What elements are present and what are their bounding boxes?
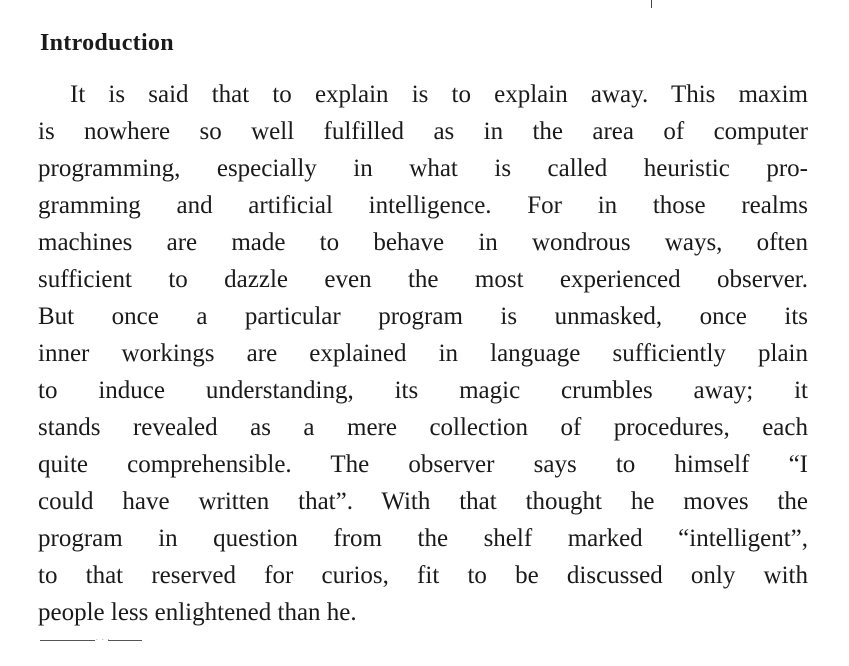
paragraph-line: programming, especially in what is called heuristic pro- [38, 155, 808, 182]
paragraph-line: program in question from the shelf marked “intelligent”, [38, 525, 808, 552]
footnote-rule-dots: · · · [96, 637, 111, 644]
paragraph-line: gramming and artificial intelligence. For in those realms [38, 192, 808, 219]
footnote-rule [40, 640, 95, 641]
paragraph-line: quite comprehensible. The observer says to himself “I [38, 451, 808, 478]
body-paragraph [38, 76, 808, 631]
paragraph-line: stands revealed as a mere collection of procedures, each [38, 414, 808, 441]
paragraph-line: to that reserved for curios, fit to be discussed only with [38, 562, 808, 589]
paragraph-line: to induce understanding, its magic crumbles away; it [38, 377, 808, 404]
paragraph-line: is nowhere so well fulfilled as in the area of computer [38, 118, 808, 145]
margin-mark [651, 0, 652, 8]
paragraph-line: But once a particular program is unmasked, once its [38, 303, 808, 330]
paragraph-line: machines are made to behave in wondrous ways, often [38, 229, 808, 256]
footnote-rule [108, 640, 142, 641]
paragraph-line: It is said that to explain is to explain away. This maxim [70, 81, 808, 108]
paragraph-line: inner workings are explained in language sufficiently plain [38, 340, 808, 367]
paragraph-line: sufficient to dazzle even the most experienced observer. [38, 266, 808, 293]
paragraph-line: could have written that”. With that thought he moves the [38, 488, 808, 515]
section-heading: Introduction [40, 30, 174, 56]
paragraph-line: people less enlightened than he. [38, 599, 357, 626]
